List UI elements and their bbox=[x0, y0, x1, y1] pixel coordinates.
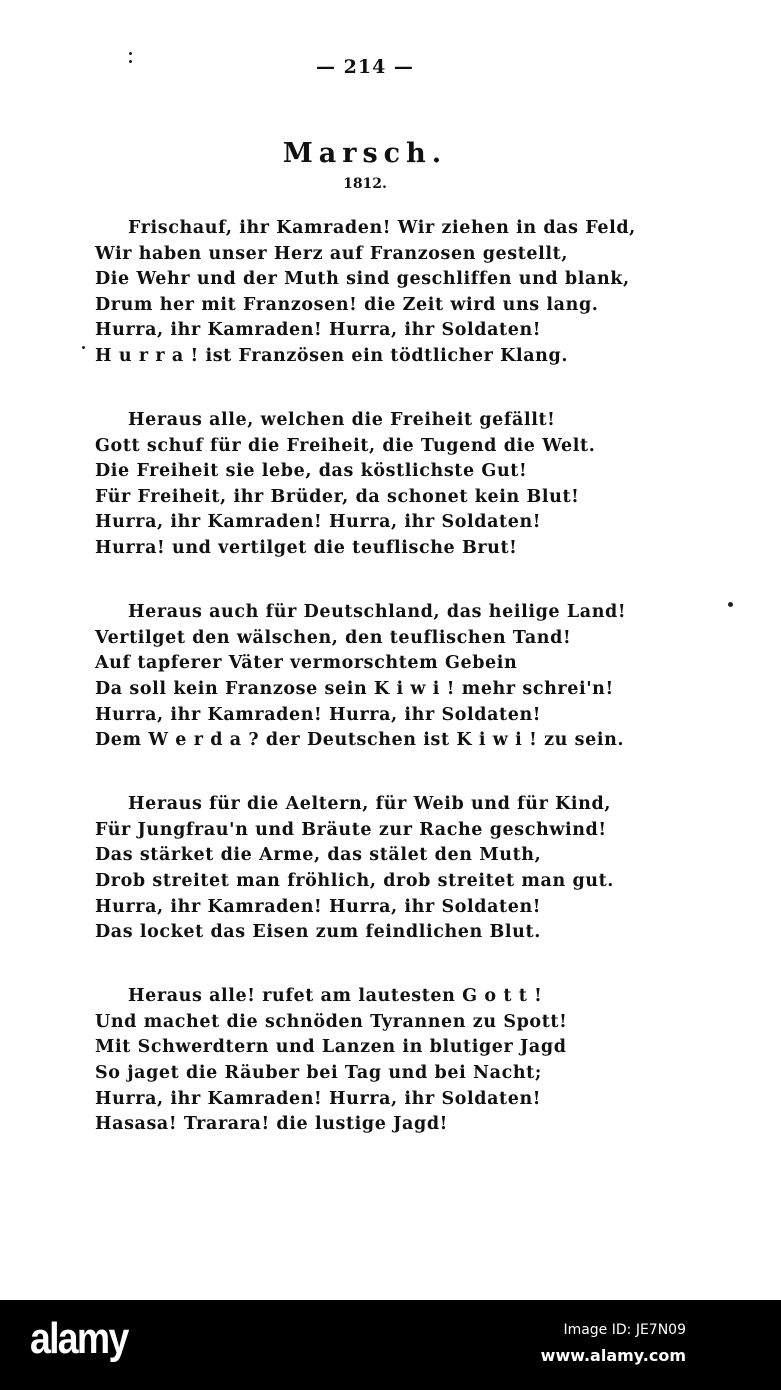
image-id: Image ID: JE7N09 bbox=[563, 1322, 686, 1338]
stanza bbox=[95, 792, 614, 946]
verse-line: Drob streitet man fröhlich, drob streitet man gut. bbox=[95, 870, 614, 891]
stanza bbox=[95, 216, 636, 370]
verse-line: Die Freiheit sie lebe, das köstlichste Gut! bbox=[95, 461, 528, 482]
verse-line: Hurra! und vertilget die teuflische Brut! bbox=[95, 538, 518, 559]
verse-line: Gott schuf für die Freiheit, die Tugend die Welt. bbox=[95, 435, 596, 456]
verse-line: Heraus alle! rufet am lautesten G o t t ! bbox=[128, 986, 543, 1007]
verse-line: Hurra, ihr Kamraden! Hurra, ihr Soldaten! bbox=[95, 512, 542, 533]
verse-line: Wir haben unser Herz auf Franzosen gestellt, bbox=[95, 243, 569, 264]
scan-speck bbox=[129, 52, 132, 55]
stanza bbox=[95, 600, 627, 754]
verse-line: Hurra, ihr Kamraden! Hurra, ihr Soldaten! bbox=[95, 320, 542, 341]
poem-body bbox=[95, 216, 636, 1176]
verse-line: Vertilget den wälschen, den teuflischen Tand! bbox=[95, 627, 572, 648]
verse-line: Das locket das Eisen zum feindlichen Blut. bbox=[95, 922, 541, 943]
scan-speck bbox=[728, 602, 733, 607]
verse-line: Heraus alle, welchen die Freiheit gefällt! bbox=[128, 410, 556, 431]
watermark-footer bbox=[0, 1300, 781, 1390]
verse-line: Frischauf, ihr Kamraden! Wir ziehen in das Feld, bbox=[128, 218, 636, 238]
verse-line: Für Freiheit, ihr Brüder, da schonet kein Blut! bbox=[95, 486, 580, 507]
verse-line: Und machet die schnöden Tyrannen zu Spott! bbox=[95, 1011, 568, 1032]
stanza bbox=[95, 984, 575, 1138]
verse-line: Drum her mit Franzosen! die Zeit wird uns lang. bbox=[95, 294, 599, 315]
site-url: www.alamy.com bbox=[540, 1346, 686, 1365]
verse-line: Hasasa! Trarara! die lustige Jagd! bbox=[95, 1114, 448, 1135]
verse-line: Mit Schwerdtern und Lanzen in blutiger Jagd bbox=[95, 1037, 567, 1058]
verse-line: Dem W e r d a ? der Deutschen ist K i w i ! zu sein. bbox=[95, 730, 625, 751]
verse-line: Hurra, ihr Kamraden! Hurra, ihr Soldaten! bbox=[95, 704, 542, 725]
verse-line: Das stärket die Arme, das stälet den Muth, bbox=[95, 845, 542, 866]
scan-speck bbox=[129, 60, 132, 63]
scan-speck bbox=[82, 346, 85, 349]
verse-line: Da soll kein Franzose sein K i w i ! mehr schrei'n! bbox=[95, 678, 614, 699]
verse-line: Die Wehr und der Muth sind geschliffen und blank, bbox=[95, 269, 630, 290]
verse-line: Heraus auch für Deutschland, das heilige Land! bbox=[128, 602, 627, 623]
stanza bbox=[95, 408, 596, 562]
alamy-logo: alamy bbox=[30, 1314, 128, 1363]
verse-line: Hurra, ihr Kamraden! Hurra, ihr Soldaten! bbox=[95, 896, 542, 917]
poem-title: Marsch. bbox=[282, 138, 448, 169]
verse-line: Heraus für die Aeltern, für Weib und für Kind, bbox=[128, 794, 612, 815]
verse-line: Hurra, ihr Kamraden! Hurra, ihr Soldaten! bbox=[95, 1088, 542, 1109]
verse-line: Auf tapferer Väter vermorschtem Gebein bbox=[95, 653, 518, 674]
verse-line: So jaget die Räuber bei Tag und bei Nacht; bbox=[95, 1063, 542, 1084]
poem-year: 1812. bbox=[343, 176, 387, 192]
verse-line: H u r r a ! ist Französen ein tödtlicher Klang. bbox=[95, 345, 569, 366]
page-number: — 214 — bbox=[316, 56, 414, 78]
verse-line: Für Jungfrau'n und Bräute zur Rache geschwind! bbox=[95, 819, 607, 840]
